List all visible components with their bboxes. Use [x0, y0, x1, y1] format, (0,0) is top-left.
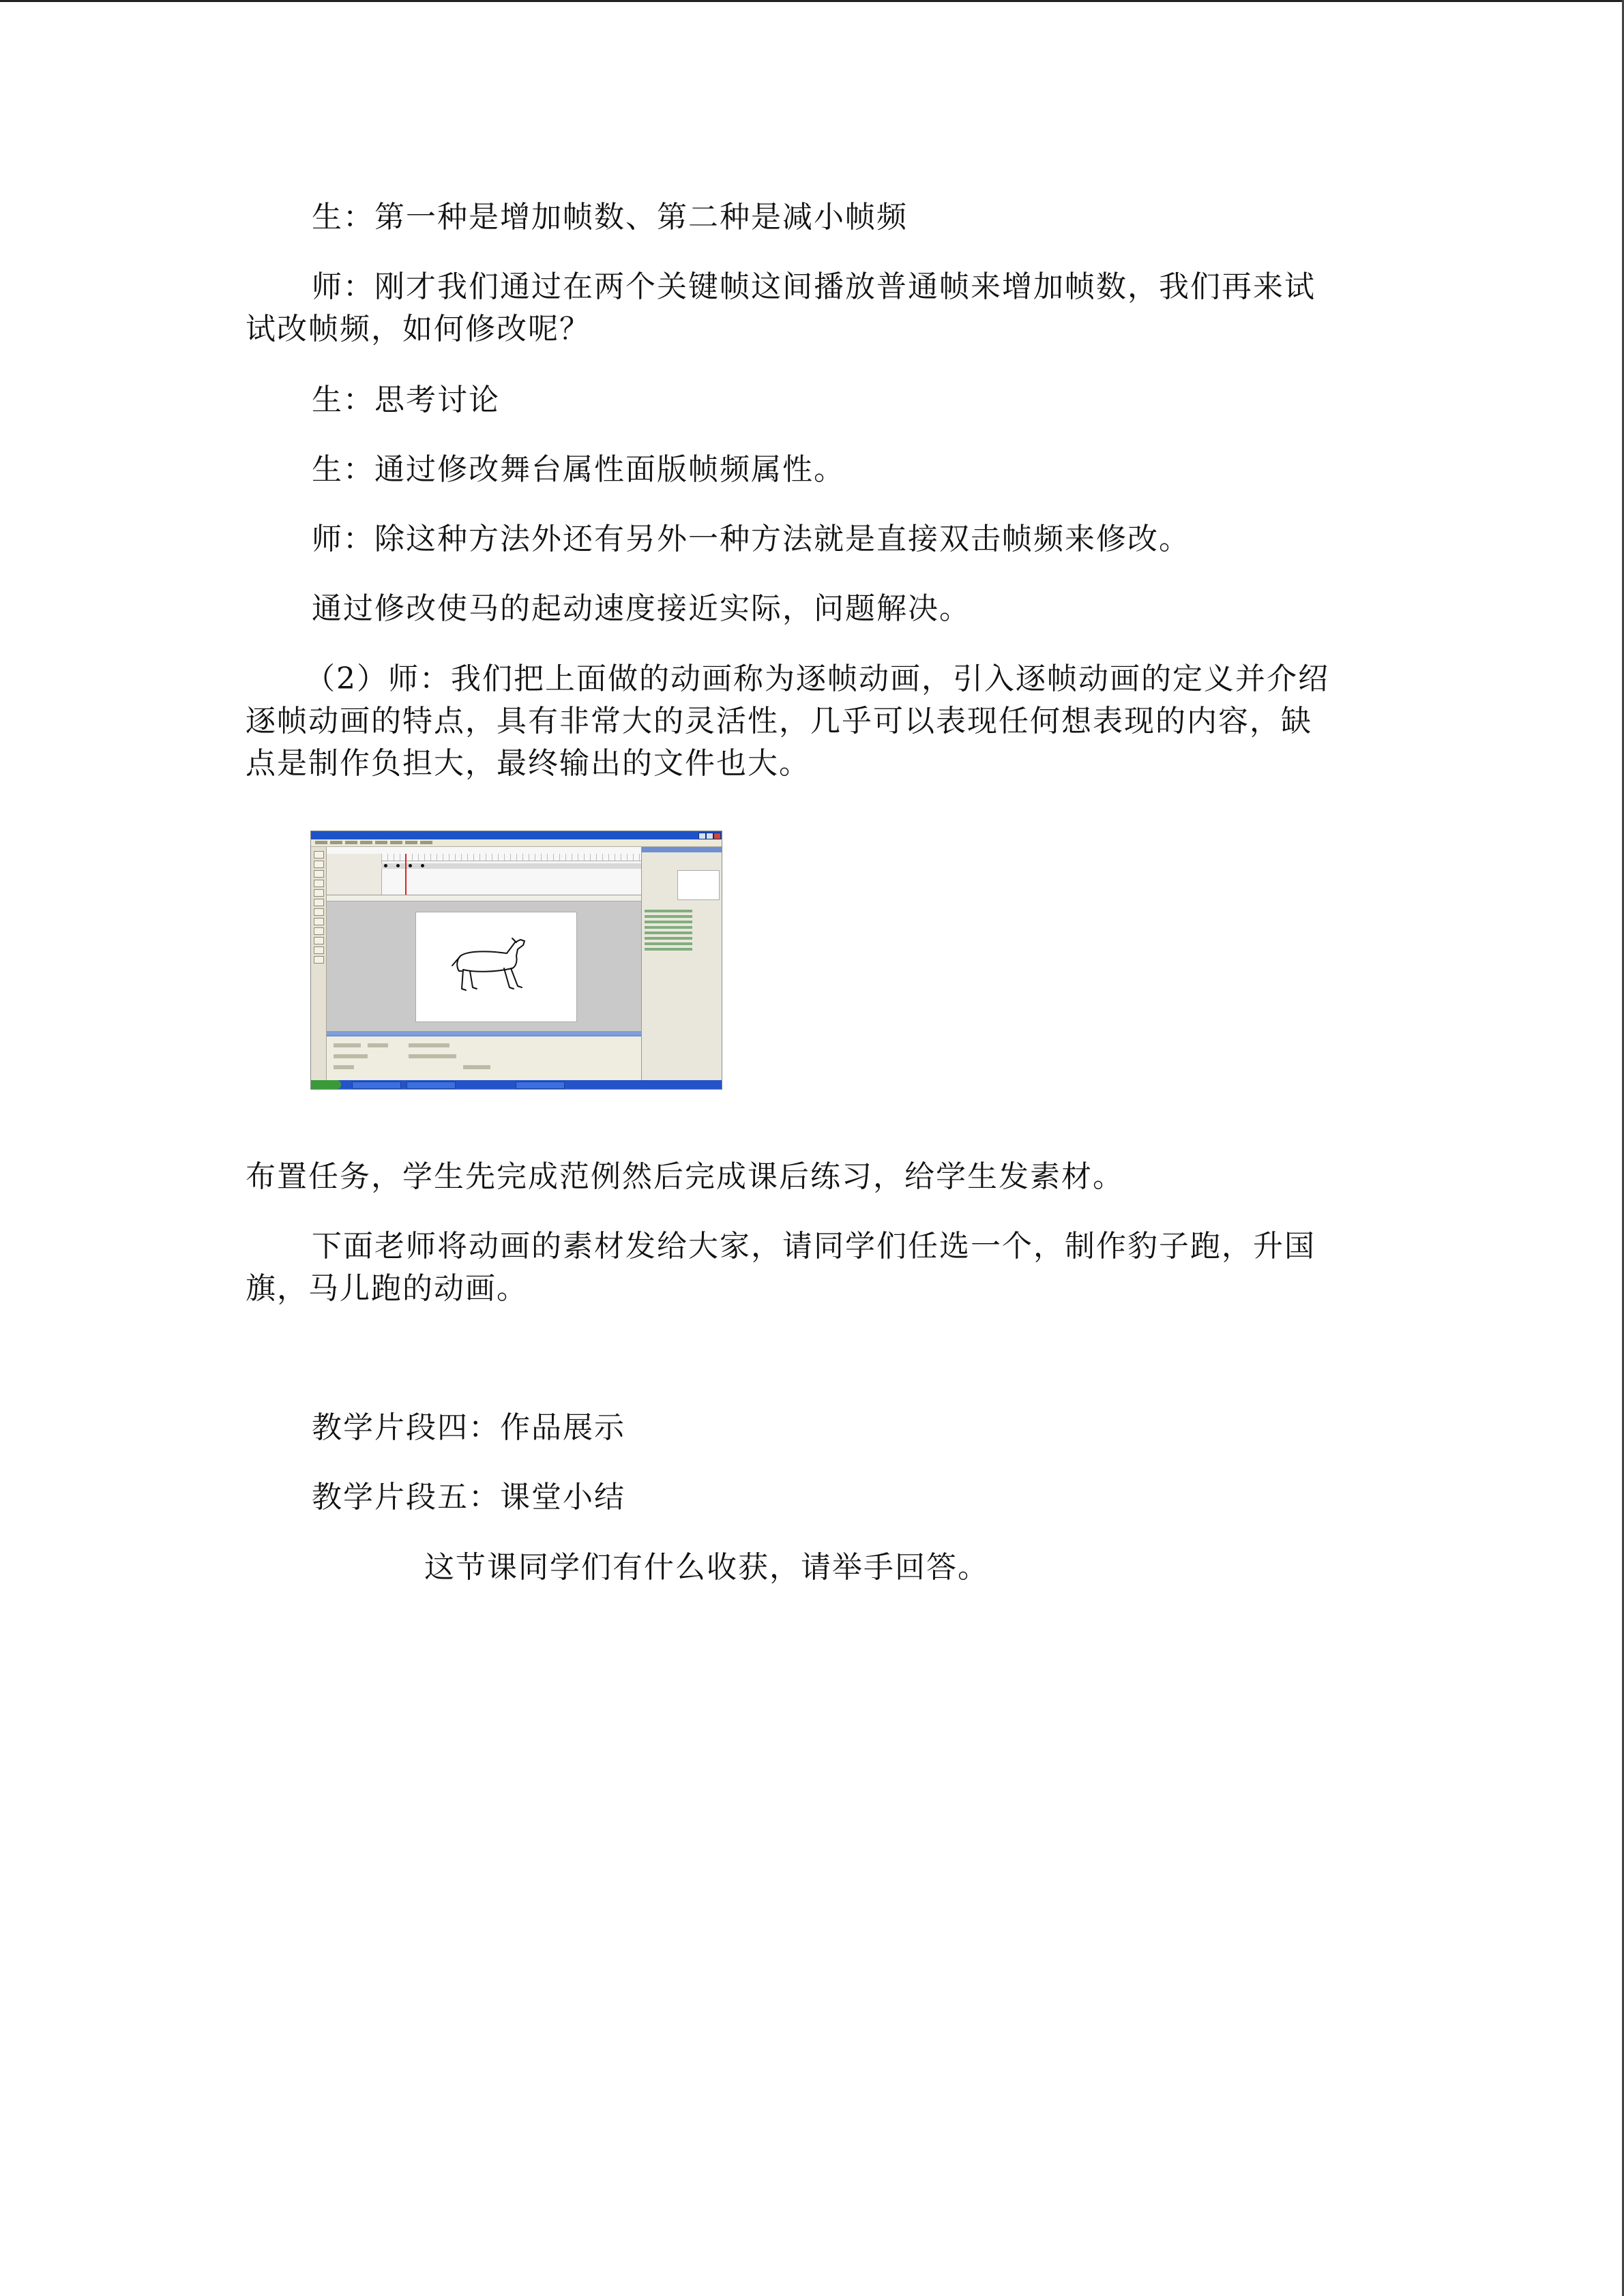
taskbar-item	[407, 1082, 456, 1089]
section-heading: 教学片段五：课堂小结	[312, 1480, 625, 1515]
close-icon	[713, 833, 721, 839]
keyframe-marker	[384, 864, 387, 867]
library-panel	[641, 847, 722, 1080]
keyframe-marker	[409, 864, 412, 867]
horse-drawing	[447, 933, 539, 994]
paragraph-line: 这节课同学们有什么收获，请举手回答。	[424, 1550, 989, 1585]
paragraph-line: 试改帧频，如何修改呢？	[246, 312, 591, 346]
stage	[415, 912, 577, 1022]
keyframe-marker	[421, 864, 424, 867]
paragraph-line: 旗，马儿跑的动画。	[246, 1271, 528, 1306]
stage-toolbar	[327, 895, 641, 901]
tools-panel	[311, 847, 327, 1080]
playhead	[405, 854, 407, 895]
window-titlebar	[311, 831, 722, 839]
section-heading: 教学片段四：作品展示	[312, 1410, 625, 1445]
paragraph-line: （2）师：我们把上面做的动画称为逐帧动画，引入逐帧动画的定义并介绍	[305, 661, 1329, 696]
os-taskbar	[311, 1080, 722, 1089]
frame-ruler	[381, 854, 641, 861]
menu-bar	[311, 839, 722, 847]
layer-list	[327, 854, 382, 895]
taskbar-item	[516, 1082, 565, 1089]
paragraph-line: 师：除这种方法外还有另外一种方法就是直接双击帧频来修改。	[312, 522, 1190, 556]
paragraph-line: 下面老师将动画的素材发给大家，请同学们任选一个，制作豹子跑，升国	[312, 1229, 1316, 1264]
paragraph-line: 生：通过修改舞台属性面版帧频属性。	[312, 452, 845, 487]
paragraph-line: 生：思考讨论	[312, 383, 500, 417]
work-area	[327, 901, 641, 1031]
paragraph-line: 生：第一种是增加帧数、第二种是减小帧频	[312, 200, 908, 235]
minimize-icon	[698, 833, 706, 839]
page-top-border	[0, 0, 1624, 2]
paragraph-line: 逐帧动画的特点，具有非常大的灵活性，几乎可以表现任何想表现的内容，缺	[246, 704, 1312, 739]
paragraph-line: 师：刚才我们通过在两个关键帧这间播放普通帧来增加帧数，我们再来试	[312, 269, 1316, 304]
start-button	[311, 1080, 341, 1089]
timeline-panel	[327, 847, 641, 895]
keyframe-marker	[396, 864, 400, 867]
taskbar-item	[352, 1082, 401, 1089]
flash-editor-screenshot	[310, 831, 722, 1090]
library-thumbnail	[677, 870, 720, 900]
paragraph-line: 通过修改使马的起动速度接近实际，问题解决。	[312, 591, 971, 626]
maximize-icon	[706, 833, 713, 839]
properties-panel	[327, 1035, 641, 1082]
paragraph-line: 布置任务，学生先完成范例然后完成课后练习，给学生发素材。	[246, 1159, 1124, 1194]
paragraph-line: 点是制作负担大，最终输出的文件也大。	[246, 746, 810, 781]
